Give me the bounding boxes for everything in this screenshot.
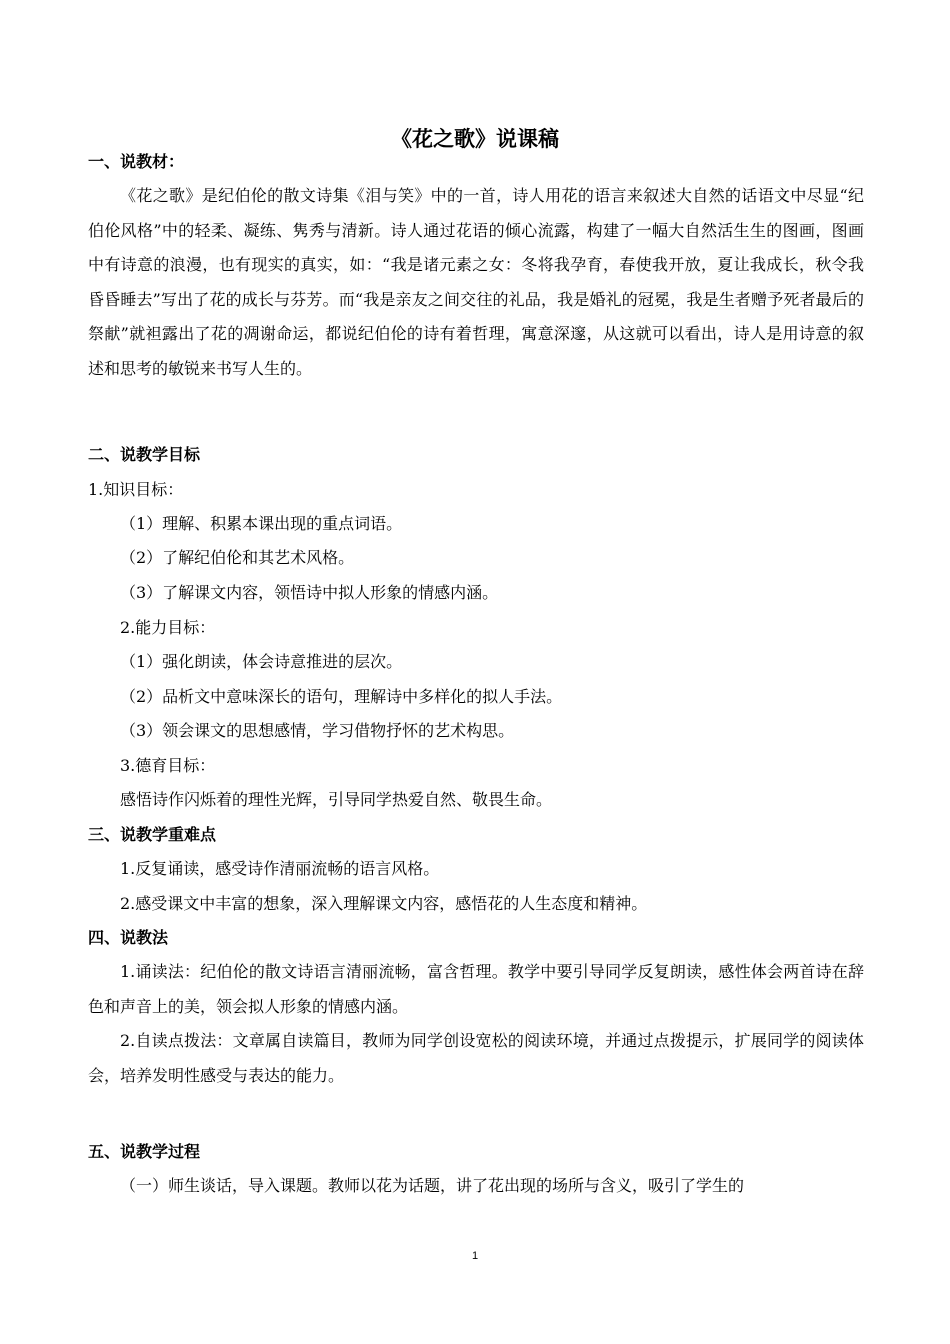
page-number: 1 <box>471 1250 479 1262</box>
moral-objective-label: 3.德育目标： <box>120 756 216 775</box>
method-paragraph-2: 2.自读点拨法：文章属自读篇目，教师为同学创设宽松的阅读环境，并通过点拨提示，扩展同学的阅读体会，培养发明性感受与表达的能力。 <box>88 1031 864 1085</box>
section-heading-process: 五、说教学过程 <box>88 1142 201 1161</box>
section-heading-teaching-material: 一、说教材： <box>88 152 185 171</box>
section-heading-key-points: 三、说教学重难点 <box>88 825 217 844</box>
ability-objective-3: （3）领会课文的思想感情，学习借物抒怀的艺术构思。 <box>120 721 515 740</box>
knowledge-objective-3: （3）了解课文内容，领悟诗中拟人形象的情感内涵。 <box>120 583 499 602</box>
page-title: 《花之歌》说课稿 <box>391 127 559 151</box>
moral-objective-1: 感悟诗作闪烁着的理性光辉，引导同学热爱自然、敬畏生命。 <box>120 790 553 809</box>
paragraph-teaching-material: 《花之歌》是纪伯伦的散文诗集《泪与笑》中的一首，诗人用花的语言来叙述大自然的话语文中尽显“纪伯伦风格”中的轻柔、凝练、隽秀与清新。诗人通过花语的倾心流露，构建了一幅大自然活生生的图画，图画中有诗意的浪漫，也有现实的真实，如：“我是诸元素之女：冬将我孕育，春使我开放，夏让我成长，秋令我昏昏睡去”写出了花的成长与芬芳。而“我是亲友之间交往的礼品，我是婚礼的冠冕，我是生者赠予死者最后的祭献”就袒露出了花的凋谢命运，都说纪伯伦的诗有着哲理，寓意深邃，从这就可以看出，诗人是用诗意的叙述和思考的敏锐来书写人生的。 <box>88 186 864 378</box>
key-point-2: 2.感受课文中丰富的想象，深入理解课文内容，感悟花的人生态度和精神。 <box>120 894 648 913</box>
method-paragraph-1: 1.诵读法：纪伯伦的散文诗语言清丽流畅，富含哲理。教学中要引导同学反复朗读，感性体会两首诗在辞色和声音上的美，领会拟人形象的情感内涵。 <box>88 962 864 1016</box>
knowledge-objective-2: （2）了解纪伯伦和其艺术风格。 <box>120 548 355 567</box>
knowledge-objective-1: （1）理解、积累本课出现的重点词语。 <box>120 514 403 533</box>
knowledge-objective-label: 1.知识目标： <box>88 480 184 499</box>
ability-objective-2: （2）品析文中意味深长的语句，理解诗中多样化的拟人手法。 <box>120 687 563 706</box>
section-heading-methods: 四、说教法 <box>88 928 169 947</box>
section-heading-objectives: 二、说教学目标 <box>88 445 201 464</box>
process-paragraph-1: （一）师生谈话，导入课题。教师以花为话题，讲了花出现的场所与含义，吸引了学生的 <box>120 1176 745 1195</box>
key-point-1: 1.反复诵读，感受诗作清丽流畅的语言风格。 <box>120 859 440 878</box>
ability-objective-label: 2.能力目标： <box>120 618 216 637</box>
ability-objective-1: （1）强化朗读，体会诗意推进的层次。 <box>120 652 403 671</box>
